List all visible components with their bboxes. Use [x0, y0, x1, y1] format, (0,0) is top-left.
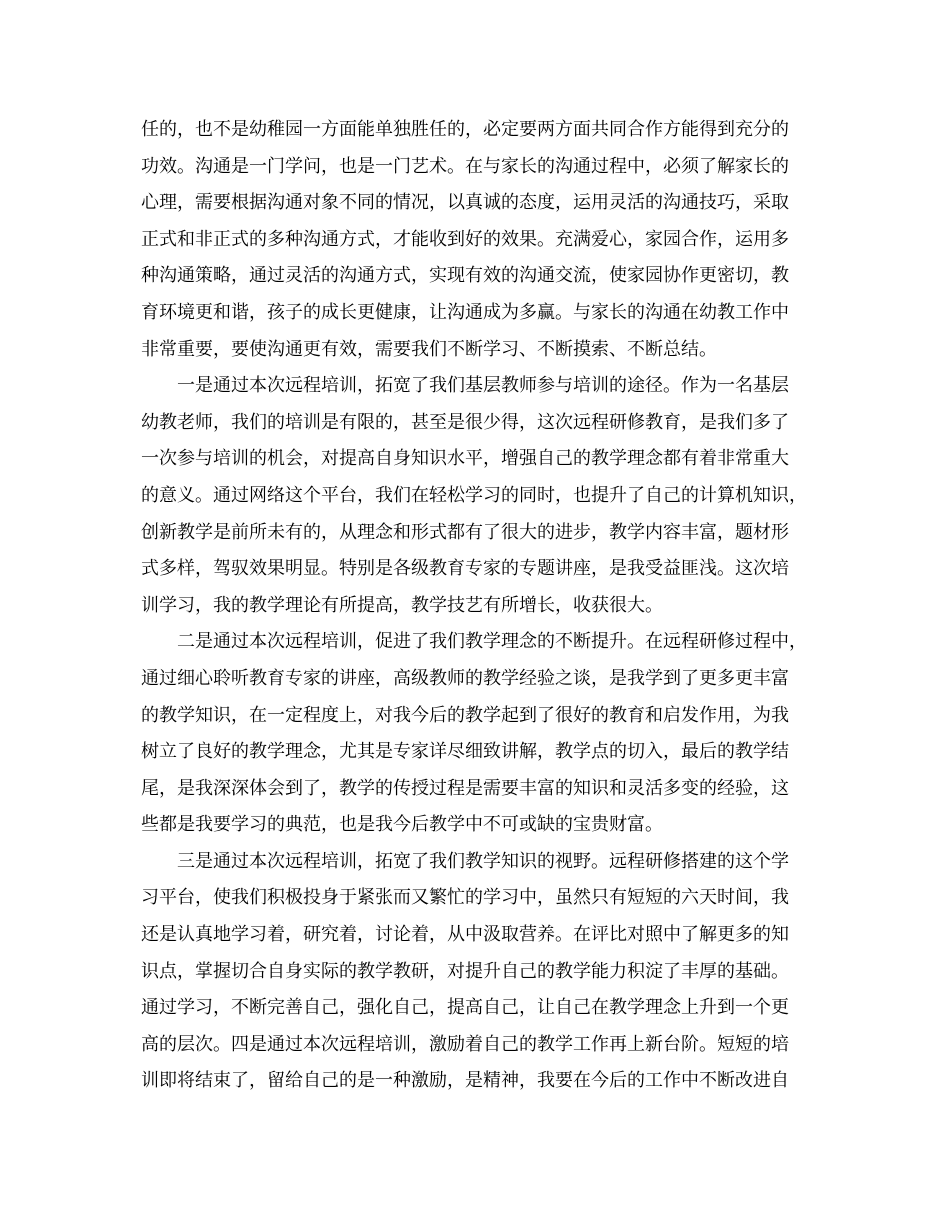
paragraph-4 [141, 844, 813, 1100]
text-line: 通过学习，不断完善自己，强化自己，提高自己，让自己在教学理念上升到一个更 [141, 997, 789, 1019]
text-line: 的教学知识，在一定程度上，对我今后的教学起到了很好的教育和启发作用，为我 [141, 704, 789, 726]
text-line: 识点，掌握切合自身实际的教学教研，对提升自己的教学能力积淀了丰厚的基础。 [141, 960, 789, 982]
text-line: 二是通过本次远程培训，促进了我们教学理念的不断提升。在远程研修过程中， [177, 631, 807, 653]
text-line: 创新教学是前所未有的，从理念和形式都有了很大的进步，教学内容丰富，题材形 [141, 521, 789, 543]
text-line: 一是通过本次远程培训，拓宽了我们基层教师参与培训的途径。作为一名基层 [177, 375, 789, 397]
text-line: 些都是我要学习的典范，也是我今后教学中不可或缺的宝贵财富。 [141, 814, 663, 836]
text-line: 尾，是我深深体会到了，教学的传授过程是需要丰富的知识和灵活多变的经验，这 [141, 777, 789, 799]
text-line: 通过细心聆听教育专家的讲座，高级教师的教学经验之谈，是我学到了更多更丰富 [141, 667, 789, 689]
text-line: 树立了良好的教学理念，尤其是专家详尽细致讲解，教学点的切入，最后的教学结 [141, 741, 789, 763]
text-line: 习平台，使我们积极投身于紧张而又繁忙的学习中，虽然只有短短的六天时间，我 [141, 887, 789, 909]
text-line: 种沟通策略，通过灵活的沟通方式，实现有效的沟通交流，使家园协作更密切，教 [141, 265, 789, 287]
text-line: 训学习，我的教学理论有所提高，教学技艺有所增长，收获很大。 [141, 594, 663, 616]
text-line: 式多样，驾驭效果明显。特别是各级教育专家的专题讲座，是我受益匪浅。这次培 [141, 558, 789, 580]
text-line: 一次参与培训的机会，对提高自身知识水平，增强自己的教学理念都有着非常重大 [141, 448, 789, 470]
text-line: 高的层次。四是通过本次远程培训，激励着自己的教学工作再上新台阶。短短的培 [141, 1033, 789, 1055]
text-line: 正式和非正式的多种沟通方式，才能收到好的效果。充满爱心，家园合作，运用多 [141, 228, 789, 250]
document-body [141, 112, 813, 1100]
paragraph-3 [141, 624, 813, 844]
paragraph-1 [141, 112, 813, 368]
text-line: 幼教老师，我们的培训是有限的，甚至是很少得，这次远程研修教育，是我们多了 [141, 411, 789, 433]
text-line: 三是通过本次远程培训，拓宽了我们教学知识的视野。远程研修搭建的这个学 [177, 850, 789, 872]
text-line: 任的，也不是幼稚园一方面能单独胜任的，必定要两方面共同合作方能得到充分的 [141, 119, 789, 140]
text-line: 还是认真地学习着，研究着，讨论着，从中汲取营养。在评比对照中了解更多的知 [141, 924, 789, 946]
text-line: 训即将结束了，留给自己的是一种激励，是精神，我要在今后的工作中不断改进自 [141, 1070, 789, 1092]
text-line: 育环境更和谐，孩子的成长更健康，让沟通成为多赢。与家长的沟通在幼教工作中 [141, 301, 789, 323]
text-line: 非常重要，要使沟通更有效，需要我们不断学习、不断摸索、不断总结。 [141, 338, 717, 360]
text-line: 功效。沟通是一门学问，也是一门艺术。在与家长的沟通过程中，必须了解家长的 [141, 155, 789, 177]
paragraph-2 [141, 368, 813, 624]
text-line: 的意义。通过网络这个平台，我们在轻松学习的同时，也提升了自己的计算机知识， [141, 484, 807, 506]
text-line: 心理，需要根据沟通对象不同的情况，以真诚的态度，运用灵活的沟通技巧，采取 [141, 192, 789, 214]
